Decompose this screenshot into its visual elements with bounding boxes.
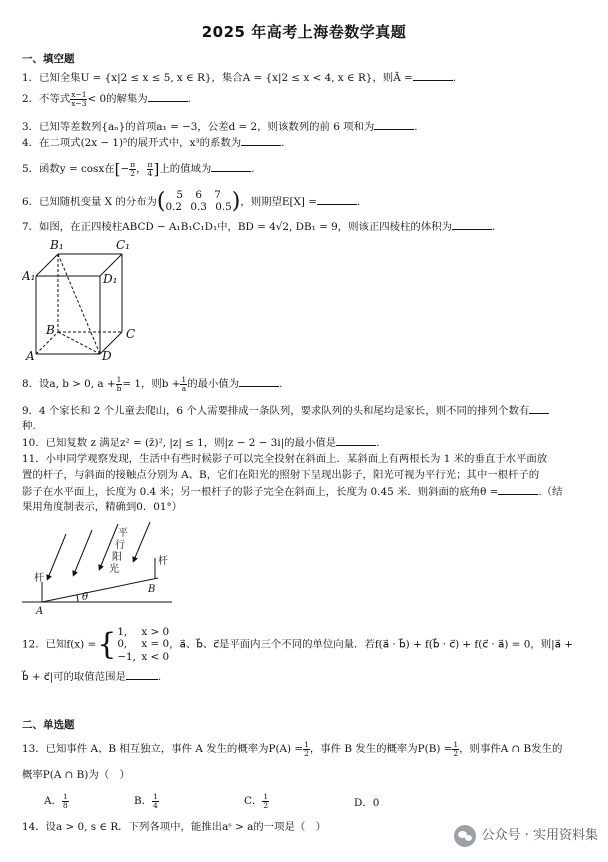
fraction: $\frac{1}{4}$ (153, 792, 158, 810)
question-10: 10．已知复数 z 满足z² = (z̄)², |z| ≤ 1，则|z − 2 − 3i|的最小值是 . (22, 437, 380, 449)
question-13: 13．已知事件 A、B 相互独立，事件 A 发生的概率为P(A) = $\frac{1}{2}$ ，事件 B 发生的概率为P(B) = $\frac{1}{2}$ ，则事件A ∩ B发生的 (22, 740, 563, 758)
watermark-text: 公众号 · 实用资料集 (481, 828, 598, 844)
question-11-line2: 置的杆子，与斜面的接触点分别为 A、B，它们在阳光的照射下呈现出影子，阳光可视为平行光；其中一根杆子的 (22, 469, 540, 481)
watermark (454, 825, 598, 847)
question-12-cont: b⃗ + c⃗|可的取值范围是 . (22, 671, 162, 683)
label-sun-2: 行 (115, 540, 125, 551)
question-3: 3．已知等差数列{aₙ}的首项a₁ = −3，公差d = 2，则该数列的前 6 项和为 . (22, 121, 418, 133)
label-sun-4: 光 (109, 564, 119, 575)
label-c: C (126, 327, 136, 341)
label-b1: B₁ (50, 238, 64, 252)
option-d[interactable]: D．0 (354, 797, 380, 809)
slope-line (42, 578, 158, 602)
label-a: A (26, 349, 35, 363)
edge-a1b1 (36, 254, 58, 276)
question-1: 1．已知全集U = {x|2 ≤ x ≤ 5, x ∈ R}，集合A = {x|2 ≤ x < 4, x ∈ R}，则Ā = . (22, 72, 457, 84)
answer-blank (498, 484, 538, 495)
question-9-cont: 种. (22, 420, 36, 432)
edge-db1-hidden (58, 254, 100, 354)
label-a1: A₁ (22, 269, 36, 283)
fraction: $\frac{1}{8}$ (62, 792, 68, 810)
slope-figure (22, 520, 182, 620)
answer-blank (148, 91, 188, 102)
question-13-cont: 概率P(A ∩ B)为（ ） (22, 769, 130, 781)
prism-figure (22, 234, 142, 364)
label-theta: θ (82, 592, 89, 603)
question-9: 9．4 个家长和 2 个儿童去爬山，6 个人需要排成一条队列，要求队列的头和尾均是家长，则不同的排列个数有 (22, 403, 588, 418)
fraction: $\frac{1}{2}$ (304, 740, 309, 758)
label-sun-1: 平 (118, 528, 128, 539)
option-c[interactable]: C． $\frac{1}{2}$ (244, 792, 269, 810)
answer-blank (452, 219, 492, 230)
answer-blank (317, 194, 357, 205)
answer-blank (336, 435, 376, 446)
fraction: $\frac{x-1}{x-3}$ (71, 90, 87, 108)
question-4: 4．在二项式(2x − 1)⁵的展开式中，x³的系数为 . (22, 137, 285, 149)
wechat-icon (454, 825, 476, 847)
page-title: 2025 年高考上海卷数学真题 (201, 23, 407, 41)
edge-bd-hidden (58, 332, 100, 354)
angle-arc (77, 595, 78, 602)
answer-blank (211, 161, 251, 172)
answer-blank (374, 119, 414, 130)
answer-blank (529, 403, 549, 414)
answer-blank (413, 70, 453, 81)
sun-ray (134, 522, 150, 560)
section-single-choice: 二、单选题 (22, 719, 75, 731)
answer-blank (126, 669, 158, 680)
question-7: 7．如图，在正四棱柱ABCD − A₁B₁C₁D₁中，BD = 4√2, DB₁ = 9，则该正四棱柱的体积为 . (22, 221, 496, 233)
fraction: $\frac{1}{2}$ (453, 740, 459, 758)
question-5: 5．函数y = cosx在[− $\frac{\pi}{2}$ ， $\frac{\pi}{4}$ ]上的值域为 . (22, 160, 255, 178)
section-fill-in-blank: 一、填空题 (22, 53, 75, 65)
option-b[interactable]: B． $\frac{1}{4}$ (134, 792, 158, 810)
piecewise-cases: 1, x > 0 0, x = 0 −1, x < 0 (117, 626, 170, 663)
fraction: $\frac{1}{2}$ (263, 792, 269, 810)
question-11-line4: 果用角度制表示，精确到0．01°） (22, 501, 183, 513)
question-8: 8．设a, b > 0, a + $\frac{1}{b}$ = 1，则b + $\frac{1}{a}$ 的最小值为 . (22, 375, 283, 393)
fraction: $\frac{1}{a}$ (181, 375, 187, 393)
label-c1: C₁ (116, 238, 130, 252)
label-d: D (102, 349, 112, 363)
label-d1: D₁ (103, 272, 118, 286)
label-sun-3: 阳 (112, 552, 122, 563)
answer-blank (239, 376, 279, 387)
fraction: $\frac{\pi}{2}$ (130, 160, 136, 178)
answer-blank (241, 135, 281, 146)
question-6: 6．已知随机变量 X 的分布为( 5 6 7 0.2 0.3 0.5 )，则期望E[X] = . (22, 188, 361, 214)
sun-ray (74, 530, 92, 574)
label-a: A (36, 606, 44, 617)
label-b: B (46, 323, 55, 337)
option-a[interactable]: A． $\frac{1}{8}$ (44, 792, 68, 810)
distribution-table: 5 6 7 0.2 0.3 0.5 (165, 189, 232, 213)
question-11-line1: 11．小申同学观察发现，生活中有些时候影子可以完全投射在斜面上．某斜面上有两根长为 1 米的垂直于水平面放 (22, 453, 548, 465)
question-11-line3: 影子在水平面上，长度为 0.4 米；另一根杆子的影子完全在斜面上，长度为 0.45 米．则斜面的底角θ = .（结 (22, 486, 563, 498)
question-14: 14．设a > 0, s ∈ R．下列各项中，能推出aˢ > a的一项是（ ） (22, 821, 327, 833)
label-pole-left: 杆 (34, 573, 44, 584)
label-b: B (148, 584, 156, 595)
label-pole-right: 杆 (158, 556, 168, 567)
fraction: $\frac{1}{b}$ (116, 375, 122, 393)
question-12: 12．已知f(x) ={ 1, x > 0 0, x = 0 −1, x < 0 ，a⃗、b⃗、c⃗是平面内三个不同的单位向量．若f(a⃗ · b⃗) + f(b⃗ · c⃗) + f(c⃗ · a⃗) = 0，则|a⃗ + (22, 626, 573, 663)
question-2: 2．不等式 $\frac{x-1}{x-3}$ < 0的解集为 . (22, 90, 191, 108)
fraction: $\frac{\pi}{4}$ (147, 160, 153, 178)
sun-ray (48, 534, 66, 578)
